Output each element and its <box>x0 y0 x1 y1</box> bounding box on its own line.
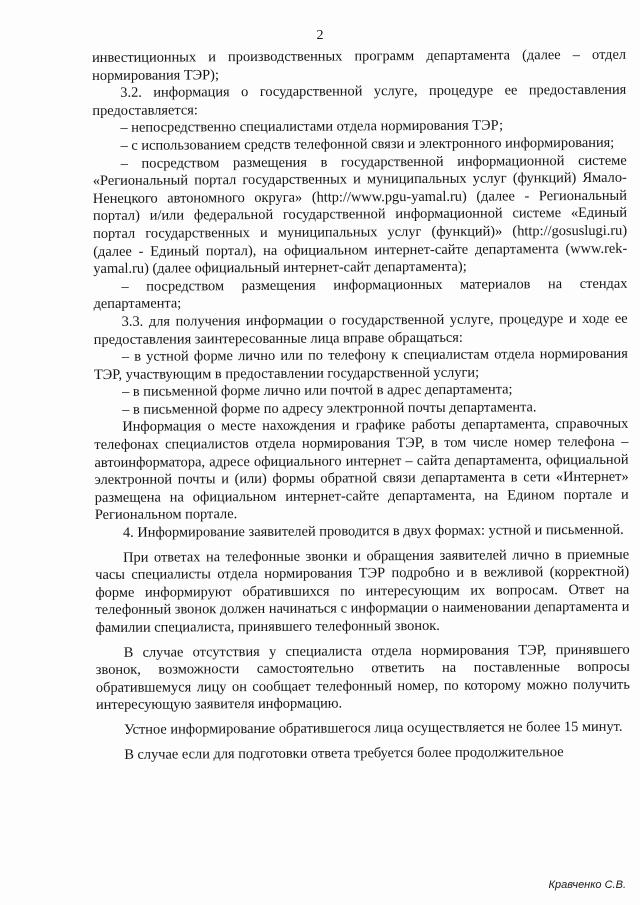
list-item: – посредством размещения информационных материалов на стендах департамента; <box>93 275 628 313</box>
list-item: – посредством размещения в государственной информационной системе «Региональный портал государственных и муниципальных услуг (функций) Ямало-Ненецкого автономного округа» (http://www.pgu-yamal.ru) (далее - Региональный портал) и/или федеральной государственной информационной системе «Единый портал государственных и муниципальных услуг (функций)» (http://gosuslugi.ru) (далее - Единый портал), на официальном интернет-сайте департамента (www.rek-yamal.ru) (далее официальный интернет-сайт департамента); <box>92 152 628 278</box>
paragraph: Информация о месте нахождения и графике работы департамента, справочных телефонах специалистов отдела нормирования ТЭР, в том числе номер телефона – автоинформатора, адресе официального интернет – сайта департамента, официальной электронной почты и (или) формы обратной связи департамента в сети «Интернет» размещена на официальном интернет-сайте департамента, на Едином портале и Региональном портале. <box>94 416 629 524</box>
document-body <box>92 47 630 764</box>
paragraph: В случае отсутствия у специалиста отдела нормирования ТЭР, принявшего звонок, возможности самостоятельно ответить на поставленные вопросы обратившемуся лицу он сообщает телефонный номер, по которому можно получить интересующую заявителя информацию. <box>95 641 630 714</box>
paragraph: При ответах на телефонные звонки и обращения заявителей лично в приемные часы специалисты отдела нормирования ТЭР подробно и в вежливой (корректной) форме информируют обратившихся по интересующим их вопросам. Ответ на телефонный звонок должен начинаться с информации о наименовании департамента и фамилии специалиста, принявшего телефонный звонок. <box>95 546 630 636</box>
list-item: – с использованием средств телефонной связи и электронного информирования; <box>120 134 615 154</box>
paragraph: Устное информирование обратившегося лица осуществляется не более 15 минут. <box>124 718 623 738</box>
paragraph: В случае если для подготовки ответа требуется более продолжительное <box>124 743 564 763</box>
paragraph: 3.3. для получения информации о государственной услуге, процедуре и ходе ее предоставления заинтересованные лица вправе обращаться: <box>93 310 628 348</box>
list-item: – в письменной форме по адресу электронной почты департамента. <box>122 399 537 418</box>
paragraph: 3.2. информация о государственной услуге, процедуре ее предоставления предоставляется: <box>92 81 627 119</box>
paragraph: 4. Информирование заявителей проводится в двух формах: устной и письменной. <box>122 521 624 541</box>
paragraph: инвестиционных и производственных программ департамента (далее – отдел нормирования ТЭР); <box>92 46 627 84</box>
list-item: – непосредственно специалистами отдела нормирования ТЭР; <box>120 117 504 137</box>
author-signature: Кравченко С.В. <box>548 879 626 891</box>
page-number: 2 <box>316 28 324 43</box>
list-item: – в устной форме лично или по телефону к специалистам отдела нормирования ТЭР, участвующим в предоставлении государственной услуги; <box>93 345 628 383</box>
list-item: – в письменной форме лично или почтой в адрес департамента; <box>122 381 513 401</box>
